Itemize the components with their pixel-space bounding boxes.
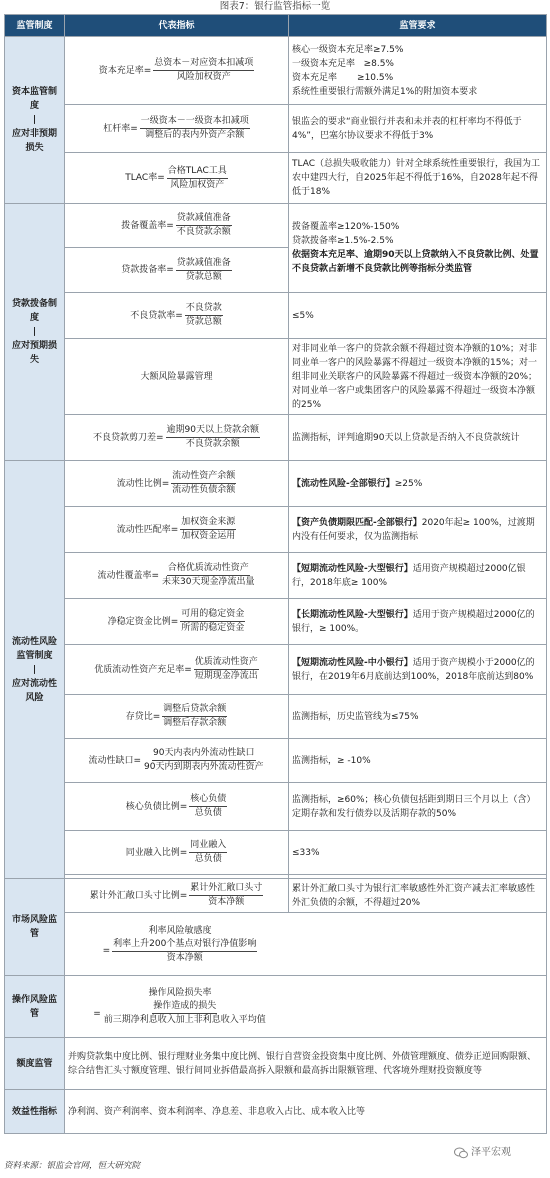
indicator-liq-match: 流动性匹配率 = $\frac{\text{加权资金来源}}{\text{加权资金运用}}$	[65, 507, 289, 553]
indicator-large-exposure: 大额风险暴露管理	[65, 339, 289, 415]
regulatory-indicator-table	[4, 14, 547, 1134]
requirement-liq-ratio: 【流动性风险-全部银行】≥25%	[289, 461, 547, 507]
requirement-large-exposure: 对非同业单一客户的贷款余额不得超过资本净额的10%；对非同业单一客户的风险暴露不得超过一级资本净额的15%；对一组非同业关联客户的风险暴露不得超过一级资本净额的20%；对同业单一客户或集团客户的风险暴露不得超过一级资本净额的25%	[289, 339, 547, 415]
table-row	[5, 553, 547, 599]
watermark	[454, 1146, 511, 1160]
table-row	[5, 204, 547, 248]
table-row	[5, 831, 547, 875]
header-regime: 监管制度	[5, 15, 65, 37]
requirement-hqla-ratio: 【短期流动性风险-中小银行】适用于资产规模小于2000亿的银行，在2019年6月底前达到100%，2018年底前达到80%	[289, 645, 547, 695]
indicator-provision-ratio: 贷款拨备率 = $\frac{\text{贷款减值准备}}{\text{贷款总额}}$	[65, 248, 289, 293]
chat-bubble-icon	[454, 1147, 468, 1159]
indicator-fx-position: 累计外汇敞口头寸比例 = $\frac{\text{累计外汇敞口头寸}}{\text{资本净额}}$	[65, 879, 289, 913]
indicator-ldr: 存贷比 = $\frac{\text{调整后贷款余额}}{\text{调整后存款余额}}$	[65, 695, 289, 739]
category-capital: 资本监管制度 | 应对非预期损失	[5, 37, 65, 204]
requirement-ldr: 监测指标，历史监管线为≤75%	[289, 695, 547, 739]
indicator-leverage: 杠杆率 = $\frac{\text{一级资本－一级资本扣减项}}{\text{调整后的表内外资产余额}}$	[65, 105, 289, 153]
quota-text: 并购贷款集中度比例、银行理财业务集中度比例、银行自营资金投资集中度比例、外债管理额度、债券正逆回购限额、综合结售汇头寸额度管理、银行间同业拆借最高拆入限额和最高拆出限额管理、代客境外理财投资额度等	[65, 1038, 547, 1090]
requirement-core-deposit: 监测指标，≥60%；核心负债包括距到期日三个月以上（含）定期存款和发行债券以及活期存款的50%	[289, 783, 547, 831]
requirement-lcr: 【短期流动性风险-大型银行】适用资产规模超过2000亿银行，2018年底≥ 100%	[289, 553, 547, 599]
efficiency-text: 净利润、资产利润率、资本利润率、净息差、非息收入占比、成本收入比等	[65, 1090, 547, 1134]
requirement-provision: 拨备覆盖率≥120%-150% 贷款拨备率≥1.5%-2.5% 依据资本充足率、逾期90天以上贷款纳入不良贷款比例、处置不良贷款占新增不良贷款比例等指标分类监管	[289, 204, 547, 293]
table-row	[5, 339, 547, 415]
requirement-liq-match: 【资产负债期限匹配-全部银行】2020年起≥ 100%，过渡期内没有任何要求，仅为监测指标	[289, 507, 547, 553]
table-row	[5, 105, 547, 153]
header-indicator: 代表指标	[65, 15, 289, 37]
indicator-coverage: 拨备覆盖率 = $\frac{\text{贷款减值准备}}{\text{不良贷款余额}}$	[65, 204, 289, 248]
table-row	[5, 1090, 547, 1134]
category-liquidity: 流动性风险监管制度 | 应对流动性风险	[5, 461, 65, 879]
requirement-leverage: 银监会的要求“商业银行并表和未并表的杠杆率均不得低于4%”，巴塞尔协议要求不得低于3%	[289, 105, 547, 153]
table-row	[5, 739, 547, 783]
table-row	[5, 599, 547, 645]
indicator-rate-sensitivity	[65, 913, 547, 976]
indicator-core-deposit: 核心负债比例 = $\frac{\text{核心负债}}{\text{总负债}}$	[65, 783, 289, 831]
indicator-npl-scissors: 不良贷款剪刀差 = $\frac{\text{逾期90天以上贷款余额}}{\text{不良贷款余额}}$	[65, 415, 289, 461]
table-row	[5, 695, 547, 739]
requirement-npl-scissors: 监测指标，评判逾期90天以上贷款是否纳入不良贷款统计	[289, 415, 547, 461]
requirement-liq-gap: 监测指标，≥ -10%	[289, 739, 547, 783]
chart-title: 图表7：银行监管指标一览	[219, 1, 331, 12]
indicator-hqla-ratio: 优质流动性资产充足率 = $\frac{\text{优质流动性资产}}{\text{短期现金净流出}}$	[65, 645, 289, 695]
requirement-car: 核心一级资本充足率≥7.5% 一级资本充足率 ≥8.5% 资本充足率 ≥10.5% 系统性重要银行需额外满足1%的附加资本要求	[289, 37, 547, 105]
indicator-op-loss	[65, 976, 547, 1038]
table-row	[5, 293, 547, 339]
category-provision: 贷款拨备制度 | 应对预期损失	[5, 204, 65, 461]
category-market: 市场风险监管	[5, 879, 65, 976]
indicator-tlac: TLAC率 = $\frac{\text{合格TLAC工具}}{\text{风险加权资产}}$	[65, 153, 289, 204]
table-row	[5, 153, 547, 204]
rate-sensitivity-formula: 利率风险敏感度 = $\frac{\text{利率上升200个基点对银行净值影响}}{\text{资本净额}}$	[102, 925, 257, 963]
watermark-text: 泽平宏观	[471, 1147, 511, 1158]
table-row	[5, 783, 547, 831]
indicator-nsfr: 净稳定资金比例 = $\frac{\text{可用的稳定资金}}{\text{所需的稳定资金}}$	[65, 599, 289, 645]
table-row	[5, 37, 547, 105]
table-row	[5, 913, 547, 976]
indicator-liq-ratio: 流动性比例 = $\frac{\text{流动性资产余额}}{\text{流动性负债余额}}$	[65, 461, 289, 507]
indicator-car: 资本充足率 = $\frac{\text{总资本－对应资本扣减项}}{\text{风险加权资产}}$	[65, 37, 289, 105]
category-operational: 操作风险监管	[5, 976, 65, 1038]
requirement-tlac: TLAC（总损失吸收能力）针对全球系统性重要银行，我国为工农中建四大行，自2025年起不得低于16%，自2028年起不得低于18%	[289, 153, 547, 204]
table-row	[5, 1038, 547, 1090]
category-efficiency: 效益性指标	[5, 1090, 65, 1134]
indicator-liq-gap: 流动性缺口 = $\frac{\text{90天内表内外流动性缺口}}{\text{90天内到期表内外流动性资产}}$	[65, 739, 289, 783]
table-row	[5, 645, 547, 695]
indicator-npl: 不良贷款率 = $\frac{\text{不良贷款}}{\text{贷款总额}}$	[65, 293, 289, 339]
source-note: 资料来源：银监会官网，恒大研究院	[4, 1161, 141, 1171]
table-row	[5, 507, 547, 553]
table-row	[5, 415, 547, 461]
indicator-lcr: 流动性覆盖率 = $\frac{\text{合格优质流动性资产}}{\text{未来30天现金净流出量}}$	[65, 553, 289, 599]
category-quota: 额度监管	[5, 1038, 65, 1090]
table-row	[5, 879, 547, 913]
requirement-npl: ≤5%	[289, 293, 547, 339]
table-row	[5, 976, 547, 1038]
requirement-fx-position: 累计外汇敞口头寸为银行汇率敏感性外汇资产减去汇率敏感性外汇负债的余额，不得超过20%	[289, 879, 547, 913]
header-requirement: 监管要求	[289, 15, 547, 37]
op-loss-formula: 操作风险损失率 = $\frac{\text{操作造成的损失}}{\text{前三期净利息收入加上非利息收入平均值}}$	[93, 988, 266, 1025]
table-header-row	[5, 15, 547, 37]
indicator-interbank: 同业融入比例 = $\frac{\text{同业融入}}{\text{总负债}}$	[65, 831, 289, 875]
table-row	[5, 461, 547, 507]
requirement-interbank: ≤33%	[289, 831, 547, 875]
requirement-nsfr: 【长期流动性风险-大型银行】适用于资产规模超过2000亿的银行，≥ 100%。	[289, 599, 547, 645]
